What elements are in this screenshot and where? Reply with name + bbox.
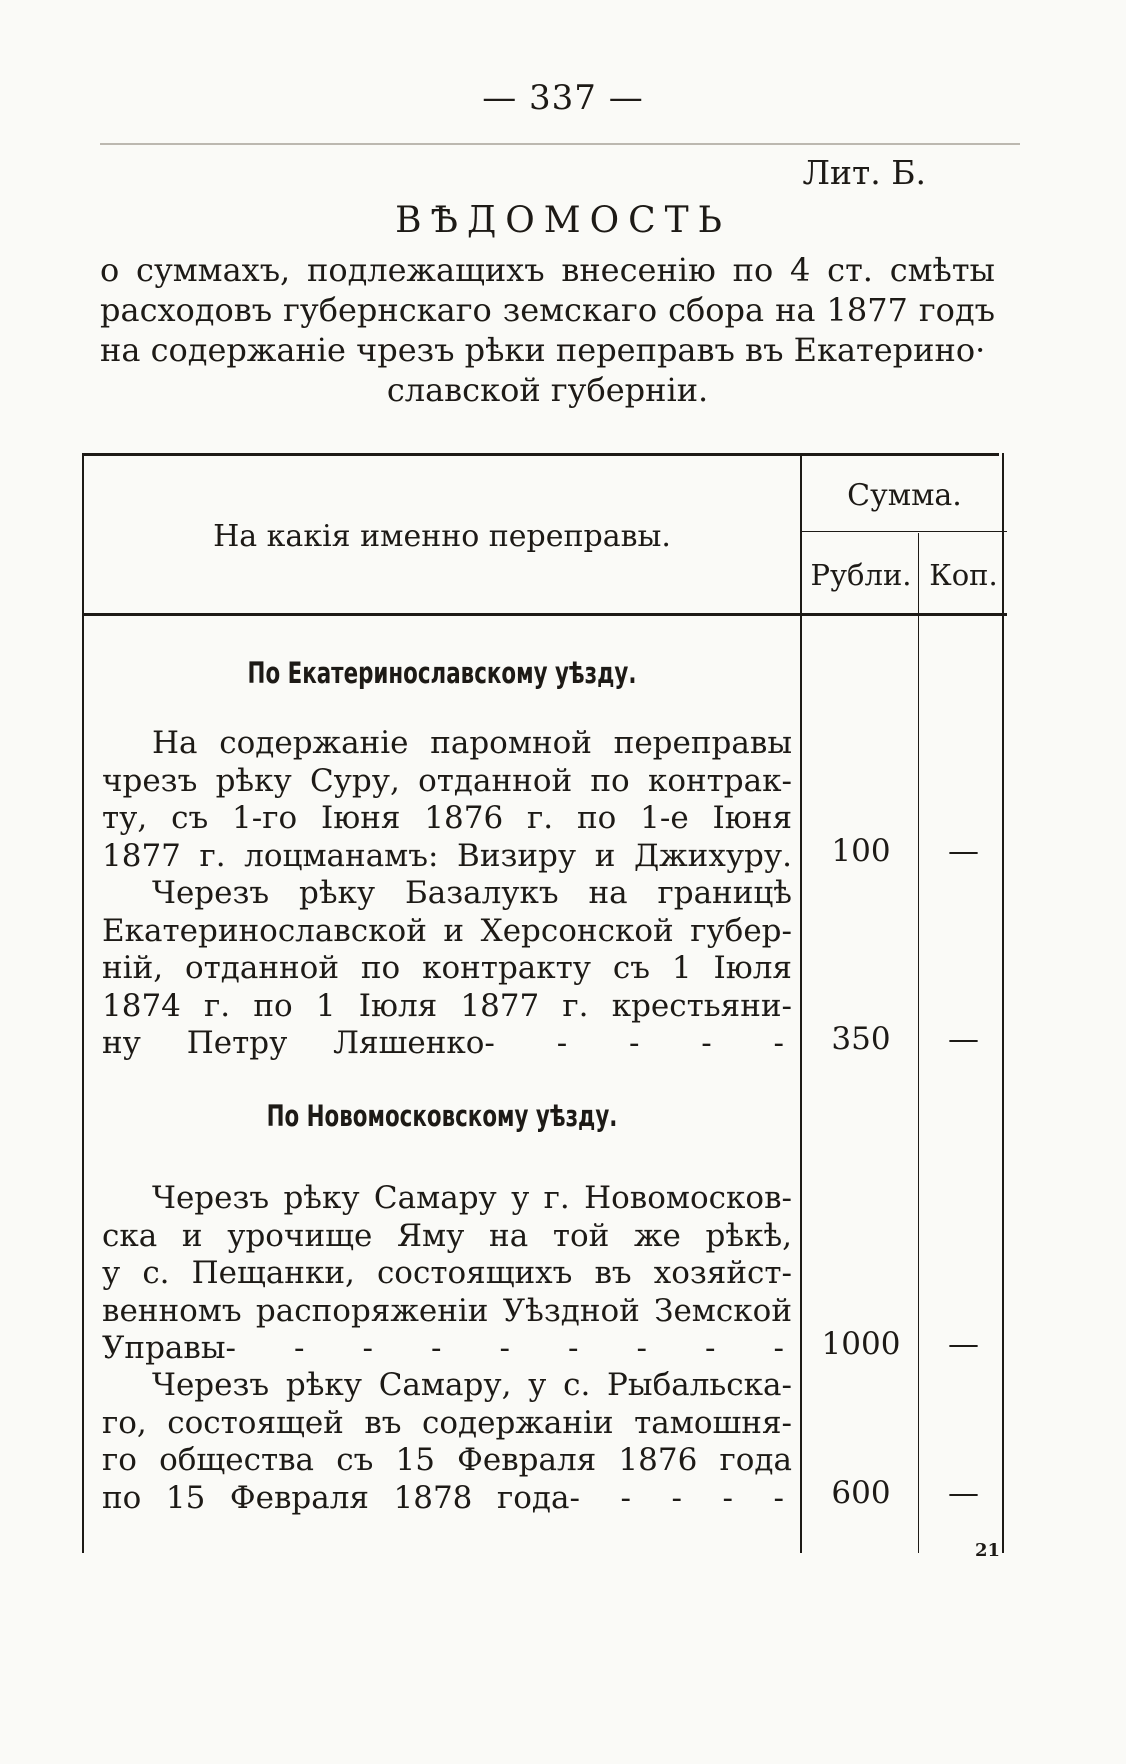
document-subtitle xyxy=(100,250,995,410)
entry-line: Екатеринославской и Херсонской губер- xyxy=(102,912,792,949)
district-heading: По Екатеринославскому уѣзду. xyxy=(247,656,637,690)
rubles-value: 350 xyxy=(831,1021,891,1057)
district-heading: По Новомосковскому уѣзду. xyxy=(266,1099,618,1133)
table-top-rule xyxy=(82,453,999,456)
table-row xyxy=(102,1367,792,1517)
sheet-signature: 21 xyxy=(975,1540,1001,1561)
sum-subheader-rule xyxy=(802,531,1007,532)
entry-line: 1877 г. лоцманамъ: Визиру и Джихуру. xyxy=(102,837,792,874)
rubles-column-header: Рубли. xyxy=(810,558,912,592)
kopecks-value: — xyxy=(948,1475,979,1511)
header-rule xyxy=(100,143,1020,145)
entry-line: у с. Пещанки, состоящихъ въ хозяйст- xyxy=(102,1255,792,1291)
table-right-border xyxy=(1002,453,1004,1553)
document-title: ВѢДОМОСТЬ xyxy=(395,200,731,241)
table-row xyxy=(102,875,792,1063)
subtitle-line: на содержаніе чрезъ рѣки переправъ въ Екатерино· xyxy=(100,331,986,369)
table-row xyxy=(102,725,792,875)
entry-line: го, состоящей въ содержаніи тамошня- xyxy=(102,1404,792,1441)
dot-leader: - - - - - xyxy=(484,1025,793,1061)
entry-text: по 15 Февраля 1878 года xyxy=(102,1479,570,1516)
kopecks-value: — xyxy=(948,1021,979,1057)
entry-line: ту, съ 1-го Іюня 1876 г. по 1-е Іюня xyxy=(102,800,792,836)
rubles-value: 100 xyxy=(831,833,891,869)
sum-column-border xyxy=(800,453,802,1553)
entry-line: ній, отданной по контракту съ 1 Іюля xyxy=(102,950,792,986)
entry-line xyxy=(102,1025,792,1063)
rubles-value: 600 xyxy=(831,1475,891,1511)
entry-line: чрезъ рѣку Суру, отданной по контрак- xyxy=(102,762,792,799)
kopecks-value: — xyxy=(948,833,979,869)
kopecks-value: — xyxy=(948,1326,979,1362)
entry-line: ска и урочище Яму на той же рѣкѣ, xyxy=(102,1217,792,1254)
entry-line: 1874 г. по 1 Іюля 1877 г. крестьяни- xyxy=(102,987,792,1024)
subtitle-line: славской губерніи. xyxy=(386,371,709,409)
entry-line: Черезъ рѣку Самару у г. Новомосков- xyxy=(152,1180,792,1216)
entry-line: Черезъ рѣку Базалукъ на границѣ xyxy=(152,875,792,911)
entry-text: ну Петру Ляшенко xyxy=(102,1025,485,1061)
subtitle-line: о суммахъ, подлежащихъ внесенію по 4 ст. смѣты xyxy=(100,251,995,289)
appendix-label: Лит. Б. xyxy=(802,153,926,192)
table-header-rule xyxy=(82,613,1007,616)
entry-line xyxy=(102,1480,792,1518)
entry-line: венномъ распоряженіи Уѣздной Земской xyxy=(102,1292,792,1329)
description-column-header: На какія именно переправы. xyxy=(213,519,671,554)
dot-leader: - - - - - - - - - xyxy=(225,1330,792,1366)
kopecks-column-header: Коп. xyxy=(929,558,998,592)
entry-line: Черезъ рѣку Самару, у с. Рыбальска- xyxy=(152,1367,792,1403)
expenses-table xyxy=(82,453,1007,1553)
page-number: — 337 — xyxy=(482,78,644,118)
table-left-border xyxy=(82,453,84,1553)
dot-leader: - - - - - xyxy=(569,1479,792,1516)
entry-line: На содержаніе паромной переправы xyxy=(152,725,792,761)
entry-line xyxy=(102,1330,792,1368)
sum-column-header: Сумма. xyxy=(847,478,962,513)
table-row xyxy=(102,1180,792,1368)
subtitle-line: расходовъ губернскаго земскаго сбора на 1877 годъ xyxy=(100,291,995,329)
entry-text: Управы xyxy=(102,1330,226,1366)
entry-line: го общества съ 15 Февраля 1876 года xyxy=(102,1442,792,1478)
rubles-value: 1000 xyxy=(821,1326,901,1362)
